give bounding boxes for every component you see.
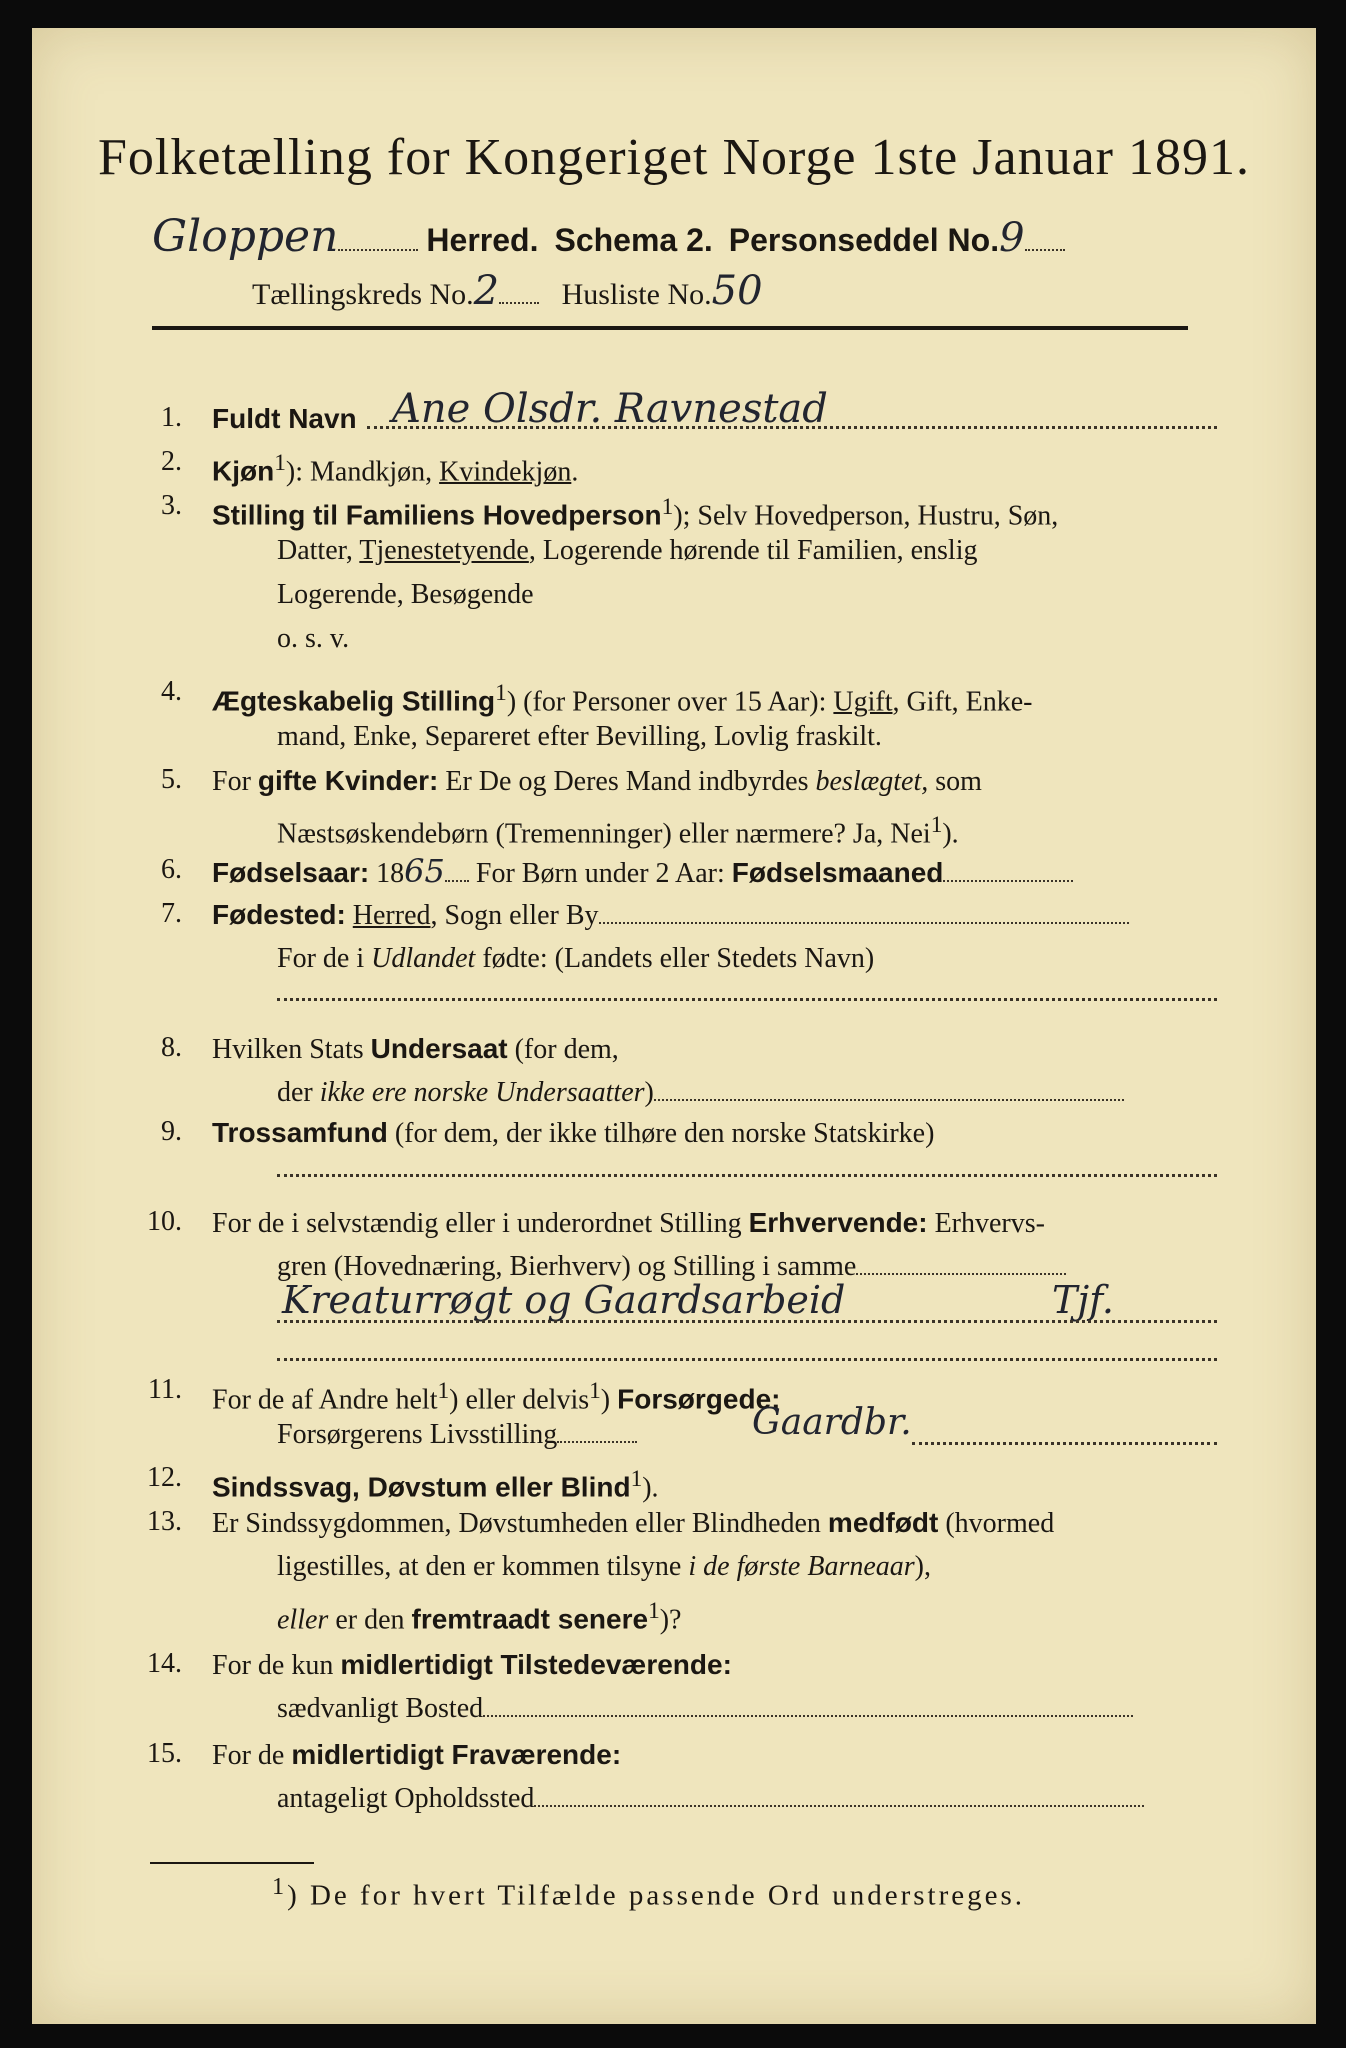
- item-6: [212, 854, 1073, 891]
- footnote-rule: [150, 1862, 314, 1864]
- taellingskreds-label: Tællingskreds No.: [252, 278, 474, 311]
- item-10-line1-b: Erhvervende:: [748, 1207, 928, 1238]
- item-13-line2: [277, 1550, 931, 1584]
- herred-label: Herred.: [426, 222, 539, 258]
- item-4-label: Ægteskabelig Stilling: [212, 685, 496, 717]
- item-6-number: 6.: [161, 854, 182, 885]
- item-8-line2-c: ): [644, 1077, 654, 1108]
- item-4-sup: 1: [495, 680, 507, 706]
- schema-label: Schema 2.: [554, 222, 713, 258]
- item-3-line2: [277, 534, 977, 568]
- item-6-label2: Fødselsmaaned: [731, 857, 944, 888]
- census-form: [32, 28, 1316, 2024]
- item-14-line1-a: For de kun: [212, 1650, 341, 1681]
- item-7-line2-c: fødte: (Landets eller Stedets Navn): [475, 943, 875, 974]
- item-8-line2-b: ikke ere norske Undersaatter: [319, 1077, 645, 1108]
- item-13-line1-a: Er Sindssygdommen, Døvstumheden eller Blindheden: [212, 1508, 828, 1539]
- item-12-end: ).: [642, 1472, 659, 1504]
- item-3-line2-c: , Logerende hørende til Familien, enslig: [528, 535, 978, 566]
- item-3-line1-rest: ); Selv Hovedperson, Hustru, Søn,: [673, 500, 1059, 532]
- item-9-number: 9.: [161, 1116, 182, 1147]
- item-9-dotline: [277, 1172, 1217, 1177]
- taellingskreds-line: [252, 268, 763, 314]
- item-13-line3-c: fremtraadt senere: [411, 1603, 649, 1635]
- item-3-sup: 1: [661, 494, 674, 520]
- item-12-sup: 1: [630, 1466, 643, 1492]
- item-11-line1-a: For de af Andre helt: [212, 1384, 438, 1416]
- item-5-sup: 1: [930, 812, 943, 838]
- item-12-label: Sindssvag, Døvstum eller Blind: [212, 1471, 631, 1503]
- item-2-sup: 1: [274, 450, 286, 476]
- item-8-line2: [277, 1076, 1124, 1110]
- item-5-line1-c: Er De og Deres Mand indbyrdes: [438, 766, 816, 797]
- item-10-line1-a: For de i selvstændig eller i underordnet Stilling: [212, 1208, 749, 1239]
- item-15-line2-text: antageligt Opholdssted: [277, 1783, 535, 1814]
- taellingskreds-value: 2: [473, 268, 500, 314]
- item-1: [212, 402, 357, 437]
- item-13-number: 13.: [147, 1506, 182, 1537]
- footnote-text: ) De for hvert Tilfælde passende Ord understreges.: [287, 1879, 1026, 1912]
- item-13-line1-b: medfødt: [827, 1507, 939, 1538]
- item-11-line1: [212, 1374, 780, 1417]
- item-5-number: 5.: [161, 764, 182, 795]
- item-9-label: Trossamfund: [212, 1117, 388, 1148]
- item-14-line1: [212, 1648, 732, 1683]
- item-6-label: Fødselsaar:: [212, 857, 370, 888]
- item-14-line2-text: sædvanligt Bosted: [277, 1693, 484, 1724]
- item-10-number: 10.: [147, 1206, 182, 1237]
- item-8-line2-a: der: [277, 1077, 320, 1108]
- item-12: [212, 1462, 659, 1505]
- item-7-label: Fødested:: [212, 899, 346, 930]
- occupation-status-value: Tjf.: [1052, 1278, 1114, 1322]
- item-10-dotline-2: [277, 1356, 1217, 1361]
- item-5-line2-end: ).: [942, 818, 959, 850]
- item-7-number: 7.: [161, 898, 182, 929]
- item-5-line1-d: beslægtet,: [815, 766, 929, 797]
- occupation-value: Kreaturrøgt og Gaardsarbeid: [282, 1278, 846, 1322]
- item-12-number: 12.: [147, 1462, 182, 1493]
- item-4-number: 4.: [161, 676, 182, 707]
- item-4-line1-c: , Gift, Enke-: [892, 686, 1033, 718]
- item-8-line1-c: (for dem,: [507, 1034, 619, 1065]
- item-3-line3: Logerende, Besøgende: [277, 579, 534, 610]
- item-15-number: 15.: [147, 1738, 182, 1769]
- item-2: [212, 446, 578, 489]
- item-4-line1-b: Ugift: [833, 686, 893, 718]
- full-name-dotline: [367, 424, 1217, 429]
- item-10-line2-text: gren (Hovednæring, Bierhverv) og Stilling i samme: [277, 1251, 857, 1282]
- full-name-value: Ane Olsdr. Ravnestad: [392, 386, 828, 432]
- item-8-line1-a: Hvilken Stats: [212, 1034, 371, 1065]
- item-11-line2: [277, 1418, 637, 1452]
- personseddel-value: 9: [999, 215, 1025, 261]
- item-15-line2: [277, 1782, 1144, 1816]
- item-8-number: 8.: [161, 1032, 182, 1063]
- item-13-line2-a: ligestilles, at den er kommen tilsyne: [277, 1551, 689, 1582]
- item-13-line2-b: i de første Barneaar: [688, 1551, 915, 1582]
- item-13-line3-d: )?: [659, 1604, 682, 1636]
- item-11-line2-text: Forsørgerens Livsstilling: [277, 1419, 558, 1450]
- item-10-dotline: [277, 1318, 1217, 1323]
- item-5-line1-a: For: [212, 766, 258, 797]
- item-3-label: Stilling til Familiens Hovedperson: [212, 499, 662, 531]
- item-14-number: 14.: [147, 1648, 182, 1679]
- item-14-line2: [277, 1692, 1133, 1726]
- item-9-rest: (for dem, der ikke tilhøre den norske Statskirke): [387, 1118, 935, 1149]
- item-13-line3-a: eller: [277, 1604, 329, 1636]
- item-8-line1: [212, 1032, 619, 1067]
- item-11-line1-d: Forsørgede:: [617, 1383, 781, 1415]
- item-9: [212, 1116, 934, 1151]
- item-11-line1-b: ) eller delvis: [449, 1384, 590, 1416]
- item-8-line1-b: Undersaat: [370, 1033, 508, 1064]
- item-11-line1-c: ): [600, 1384, 618, 1416]
- husliste-value: 50: [711, 268, 763, 314]
- item-11-sup-b: 1: [589, 1378, 601, 1404]
- item-13-line3: [277, 1594, 682, 1637]
- item-2-text-b: Kvindekjøn: [439, 456, 572, 488]
- item-10-line1: [212, 1206, 1045, 1241]
- provider-value: Gaardbr.: [752, 1402, 912, 1443]
- item-5-line1-b: gifte Kvinder:: [257, 765, 439, 796]
- personseddel-label: Personseddel No.: [728, 222, 1000, 258]
- item-13-line2-c: ),: [914, 1551, 931, 1582]
- husliste-label: Husliste No.: [561, 278, 712, 311]
- item-11-sup-a: 1: [437, 1378, 450, 1404]
- item-2-number: 2.: [161, 446, 182, 477]
- item-7-line2-a: For de i: [277, 943, 372, 974]
- item-11-number: 11.: [148, 1374, 182, 1405]
- item-13-sup: 1: [648, 1598, 660, 1624]
- item-4-line1-a: ) (for Personer over 15 Aar):: [506, 686, 834, 718]
- item-13-line1-c: (hvormed: [938, 1508, 1055, 1539]
- item-7-line1: [212, 898, 1129, 933]
- herred-line: [152, 211, 1065, 262]
- item-15-line1-b: midlertidigt Fraværende:: [291, 1739, 622, 1770]
- item-6-rest: For Børn under 2 Aar:: [468, 858, 732, 889]
- header-rule: [152, 326, 1188, 330]
- item-15-line1-a: For de: [212, 1740, 292, 1771]
- item-10-line1-c: Erhvervs-: [927, 1208, 1045, 1239]
- item-14-line1-b: midlertidigt Tilstedeværende:: [340, 1649, 732, 1680]
- item-2-text-a: ): Mandkjøn,: [285, 456, 440, 488]
- item-7-line1-b: Herred: [352, 900, 431, 931]
- item-6-prefix: 18: [369, 858, 405, 889]
- item-1-number: 1.: [161, 402, 182, 433]
- item-7-dotline: [277, 996, 1217, 1001]
- item-13-line3-b: er den: [328, 1604, 412, 1636]
- footnote-sup: 1: [272, 1873, 288, 1900]
- form-title: Folketælling for Kongeriget Norge 1ste Januar 1891.: [98, 129, 1250, 186]
- item-7-line1-a: [346, 900, 353, 931]
- footnote: [272, 1870, 1025, 1913]
- item-4-line1: [212, 676, 1032, 719]
- item-5-line1-e: som: [928, 766, 982, 797]
- item-7-line2-b: Udlandet: [371, 943, 476, 974]
- item-7-line1-c: , Sogn eller By: [430, 900, 599, 931]
- item-1-label: Fuldt Navn: [212, 403, 357, 434]
- item-5-line1: [212, 764, 982, 799]
- item-4-line2: mand, Enke, Separeret efter Bevilling, Lovlig fraskilt.: [277, 721, 882, 752]
- item-3-number: 3.: [161, 490, 182, 521]
- herred-value: Gloppen: [152, 211, 339, 262]
- item-3-line2-b: Tjenestetyende: [359, 535, 529, 566]
- item-3-line2-a: Datter,: [277, 535, 360, 566]
- item-5-line2: [277, 808, 959, 851]
- item-15-line1: [212, 1738, 621, 1773]
- item-3-line4: o. s. v.: [277, 623, 350, 654]
- item-3-line1: [212, 490, 1058, 533]
- item-13-line1: [212, 1506, 1054, 1541]
- birth-year-value: 65: [404, 852, 445, 890]
- item-7-line2: [277, 942, 874, 976]
- item-2-label: Kjøn: [212, 455, 275, 487]
- item-11-dotline: [912, 1440, 1217, 1445]
- item-5-line2-text: Næstsøskendebørn (Tremenninger) eller nærmere? Ja, Nei: [277, 818, 931, 850]
- item-2-text-c: .: [571, 456, 579, 488]
